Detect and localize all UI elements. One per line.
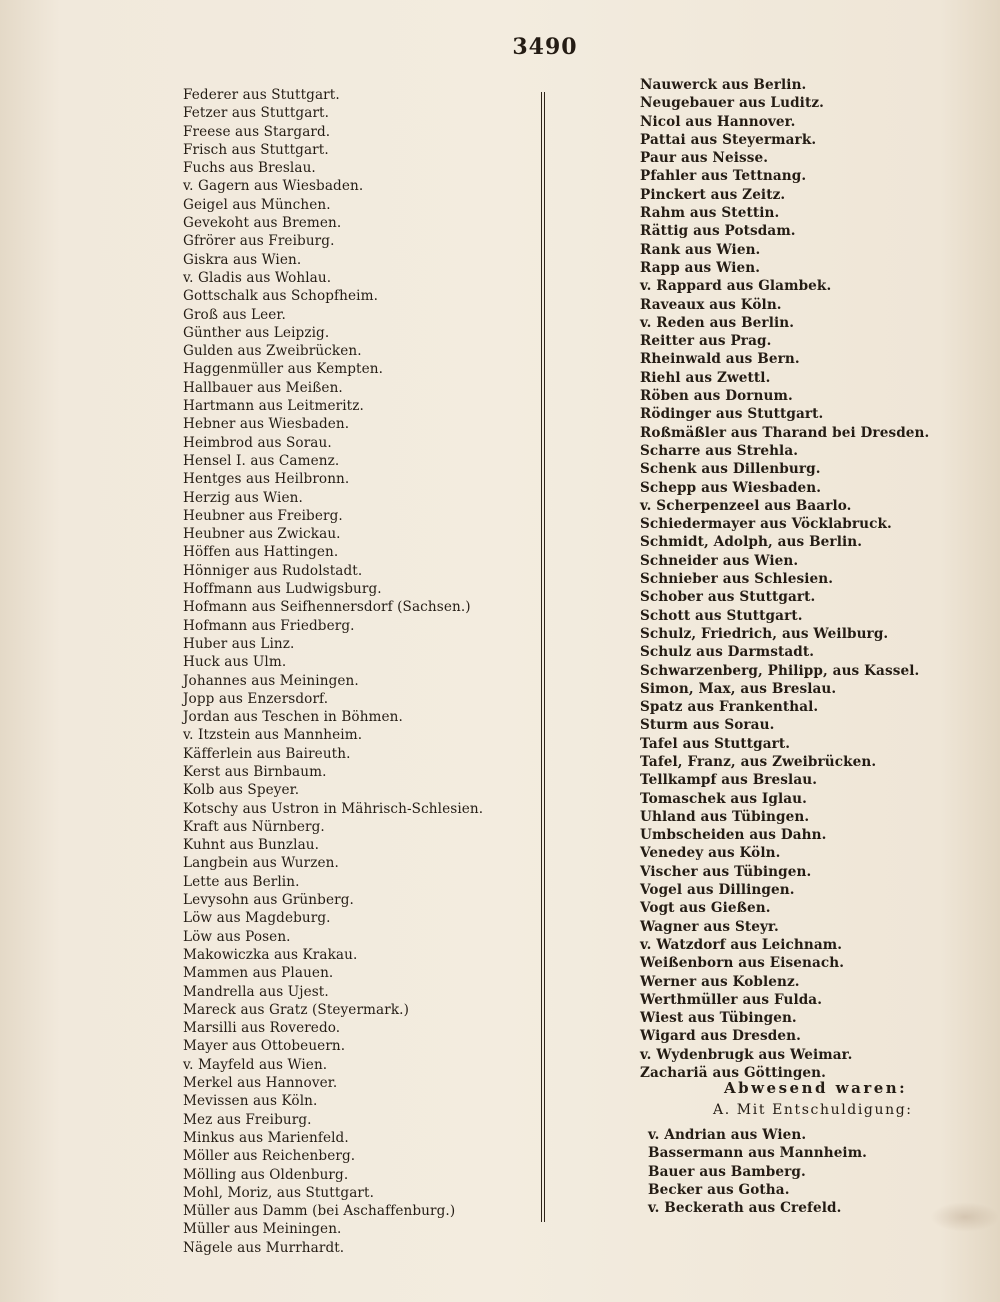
list-item: Schober aus Stuttgart. — [640, 589, 816, 606]
list-item: Müller aus Meiningen. — [183, 1221, 342, 1238]
list-item: Raveaux aus Köln. — [640, 296, 782, 313]
list-item: Scharre aus Strehla. — [640, 442, 799, 459]
list-item: Schiedermayer aus Vöcklabruck. — [640, 516, 892, 533]
list-item: Becker aus Gotha. — [648, 1181, 790, 1198]
list-item: Hartmann aus Leitmeritz. — [183, 398, 364, 415]
list-item: Langbein aus Wurzen. — [183, 855, 339, 872]
list-item: Jordan aus Teschen in Böhmen. — [183, 709, 403, 726]
list-item: Mohl, Moriz, aus Stuttgart. — [183, 1184, 375, 1201]
list-item: v. Mayfeld aus Wien. — [183, 1056, 328, 1073]
list-item: Heubner aus Freiberg. — [183, 507, 343, 524]
list-item: Käfferlein aus Baireuth. — [183, 745, 351, 762]
list-item: Pinckert aus Zeitz. — [640, 186, 786, 203]
list-item: Pattai aus Steyermark. — [640, 131, 817, 148]
list-item: Paur aus Neisse. — [640, 150, 769, 167]
list-item: Lette aus Berlin. — [183, 873, 300, 890]
list-item: Herzig aus Wien. — [183, 489, 303, 506]
list-item: v. Andrian aus Wien. — [648, 1127, 807, 1143]
list-item: Wigard aus Dresden. — [640, 1028, 801, 1045]
list-item: Rapp aus Wien. — [640, 259, 761, 276]
list-item: Hönniger aus Rudolstadt. — [183, 562, 363, 579]
list-item: Merkel aus Hannover. — [183, 1075, 338, 1092]
list-item: v. Scherpenzeel aus Baarlo. — [640, 497, 852, 514]
absent-list — [648, 1126, 968, 1217]
right-column-list — [640, 76, 980, 1082]
list-item: Zachariä aus Göttingen. — [640, 1065, 826, 1082]
list-item: Gulden aus Zweibrücken. — [183, 343, 362, 360]
list-item: Sturm aus Sorau. — [640, 717, 775, 734]
list-item: Werner aus Koblenz. — [640, 973, 800, 990]
list-item: Höffen aus Hattingen. — [183, 544, 339, 561]
list-item: Makowiczka aus Krakau. — [183, 946, 358, 963]
list-item: Gfrörer aus Freiburg. — [183, 233, 335, 250]
list-item: Mayer aus Ottobeuern. — [183, 1038, 346, 1055]
list-item: Kerst aus Birnbaum. — [183, 763, 327, 780]
list-item: Schneider aus Wien. — [640, 552, 799, 569]
list-item: Gevekoht aus Bremen. — [183, 215, 342, 232]
list-item: Rahm aus Stettin. — [640, 205, 780, 222]
list-item: Fetzer aus Stuttgart. — [183, 105, 330, 122]
list-item: Uhland aus Tübingen. — [640, 808, 810, 825]
list-item: v. Gagern aus Wiesbaden. — [183, 178, 364, 195]
list-item: Hoffmann aus Ludwigsburg. — [183, 581, 382, 598]
list-item: Johannes aus Meiningen. — [183, 672, 359, 689]
list-item: Vischer aus Tübingen. — [640, 863, 812, 880]
list-item: Rank aus Wien. — [640, 241, 761, 258]
list-item: v. Gladis aus Wohlau. — [183, 269, 332, 286]
list-item: Wagner aus Steyr. — [640, 918, 779, 935]
list-item: Minkus aus Marienfeld. — [183, 1129, 349, 1146]
list-item: Heubner aus Zwickau. — [183, 526, 341, 543]
list-item: Reitter aus Prag. — [640, 333, 772, 350]
list-item: Nicol aus Hannover. — [640, 113, 796, 130]
list-item: Rödinger aus Stuttgart. — [640, 406, 824, 423]
absent-subheading: A. Mit Entschuldigung: — [713, 1102, 913, 1118]
list-item: Schenk aus Dillenburg. — [640, 461, 821, 478]
list-item: Groß aus Leer. — [183, 306, 286, 323]
list-item: Venedey aus Köln. — [640, 845, 781, 862]
list-item: Huber aus Linz. — [183, 635, 295, 652]
list-item: Löw aus Posen. — [183, 928, 291, 945]
list-item: Simon, Max, aus Breslau. — [640, 680, 837, 697]
list-item: Riehl aus Zwettl. — [640, 369, 771, 386]
list-item: Schmidt, Adolph, aus Berlin. — [640, 534, 863, 551]
list-item: Nauwerck aus Berlin. — [640, 77, 807, 93]
list-item: Bassermann aus Mannheim. — [648, 1145, 868, 1162]
list-item: Rheinwald aus Bern. — [640, 351, 800, 368]
list-item: Schulz aus Darmstadt. — [640, 644, 815, 661]
list-item: Hofmann aus Friedberg. — [183, 617, 355, 634]
list-item: Mevissen aus Köln. — [183, 1093, 318, 1110]
list-item: Kraft aus Nürnberg. — [183, 818, 325, 835]
list-item: Gottschalk aus Schopfheim. — [183, 288, 379, 305]
list-item: Spatz aus Frankenthal. — [640, 699, 819, 716]
list-item: Hallbauer aus Meißen. — [183, 379, 343, 396]
list-item: Geigel aus München. — [183, 196, 331, 213]
list-item: Haggenmüller aus Kempten. — [183, 361, 384, 378]
list-item: Mez aus Freiburg. — [183, 1111, 312, 1128]
list-item: Schulz, Friedrich, aus Weilburg. — [640, 625, 889, 642]
list-item: v. Rappard aus Glambek. — [640, 278, 832, 295]
list-item: v. Beckerath aus Crefeld. — [648, 1200, 842, 1217]
list-item: Jopp aus Enzersdorf. — [183, 690, 329, 707]
left-column-list — [183, 86, 533, 1257]
list-item: Hebner aus Wiesbaden. — [183, 416, 350, 433]
page-number: 3490 — [512, 34, 578, 60]
list-item: v. Wydenbrugk aus Weimar. — [640, 1046, 853, 1063]
list-item: Möller aus Reichenberg. — [183, 1148, 356, 1165]
absent-heading: Abwesend waren: — [724, 1079, 908, 1097]
list-item: Mammen aus Plauen. — [183, 965, 334, 982]
list-item: Umbscheiden aus Dahn. — [640, 827, 827, 844]
list-item: v. Reden aus Berlin. — [640, 314, 795, 331]
list-item: Hensel I. aus Camenz. — [183, 452, 340, 469]
list-item: Löw aus Magdeburg. — [183, 910, 331, 927]
list-item: Pfahler aus Tettnang. — [640, 168, 807, 185]
list-item: Schnieber aus Schlesien. — [640, 571, 834, 588]
list-item: Mareck aus Gratz (Steyermark.) — [183, 1001, 410, 1018]
list-item: v. Watzdorf aus Leichnam. — [640, 936, 843, 953]
list-item: Kotschy aus Ustron in Mährisch-Schlesien. — [183, 800, 484, 817]
list-item: Günther aus Leipzig. — [183, 324, 330, 341]
list-item: Mölling aus Oldenburg. — [183, 1166, 349, 1183]
list-item: Vogt aus Gießen. — [640, 900, 771, 917]
list-item: Vogel aus Dillingen. — [640, 882, 795, 899]
list-item: v. Itzstein aus Mannheim. — [183, 727, 363, 744]
list-item: Tafel, Franz, aus Zweibrücken. — [640, 753, 877, 770]
list-item: Huck aus Ulm. — [183, 654, 287, 671]
list-item: Roßmäßler aus Tharand bei Dresden. — [640, 424, 930, 441]
list-item: Tafel aus Stuttgart. — [640, 735, 791, 752]
column-divider — [541, 92, 545, 1222]
list-item: Federer aus Stuttgart. — [183, 87, 340, 103]
list-item: Schwarzenberg, Philipp, aus Kassel. — [640, 662, 920, 679]
list-item: Kuhnt aus Bunzlau. — [183, 837, 320, 854]
list-item: Giskra aus Wien. — [183, 251, 302, 268]
list-item: Heimbrod aus Sorau. — [183, 434, 332, 451]
list-item: Rättig aus Potsdam. — [640, 223, 796, 240]
list-item: Neugebauer aus Luditz. — [640, 95, 824, 112]
list-item: Wiest aus Tübingen. — [640, 1010, 797, 1027]
list-item: Müller aus Damm (bei Aschaffenburg.) — [183, 1203, 456, 1220]
list-item: Bauer aus Bamberg. — [648, 1163, 806, 1180]
list-item: Schepp aus Wiesbaden. — [640, 479, 822, 496]
list-item: Marsilli aus Roveredo. — [183, 1020, 341, 1037]
list-item: Werthmüller aus Fulda. — [640, 991, 823, 1008]
list-item: Tomaschek aus Iglau. — [640, 790, 807, 807]
list-item: Weißenborn aus Eisenach. — [640, 955, 845, 972]
list-item: Levysohn aus Grünberg. — [183, 892, 354, 909]
list-item: Fuchs aus Breslau. — [183, 160, 316, 177]
list-item: Freese aus Stargard. — [183, 123, 331, 140]
list-item: Nägele aus Murrhardt. — [183, 1239, 345, 1256]
list-item: Kolb aus Speyer. — [183, 782, 300, 799]
paper-stain — [930, 1202, 1000, 1232]
list-item: Tellkampf aus Breslau. — [640, 772, 818, 789]
list-item: Hentges aus Heilbronn. — [183, 471, 350, 488]
list-item: Hofmann aus Seifhennersdorf (Sachsen.) — [183, 599, 471, 616]
list-item: Schott aus Stuttgart. — [640, 607, 803, 624]
list-item: Mandrella aus Ujest. — [183, 983, 329, 1000]
list-item: Röben aus Dornum. — [640, 388, 793, 405]
list-item: Frisch aus Stuttgart. — [183, 141, 329, 158]
